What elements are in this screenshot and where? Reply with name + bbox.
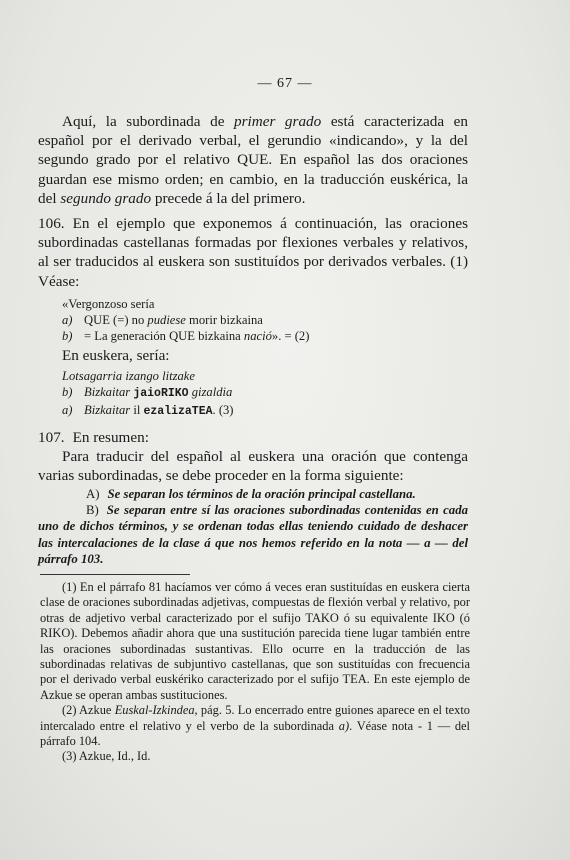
basque-example-line-b [62, 384, 462, 402]
rule-a-text: Se separan los términos de la oración principal castellana. [107, 487, 416, 501]
intro-text-1: Aquí, la subordinada de [62, 113, 235, 130]
rules-list [38, 486, 468, 567]
paragraph-107 [38, 428, 468, 486]
euskera-intro: En euskera, sería: [62, 347, 170, 364]
line-b-text-2: ». = (2) [271, 329, 310, 343]
basque-a-word: Bizkaitar [84, 403, 131, 417]
paragraph-106 [38, 214, 468, 291]
intro-emphasis-2: segundo grado [60, 189, 152, 207]
basque-example [62, 368, 462, 420]
line-a-text-1: QUE (=) no [84, 313, 148, 327]
spanish-example-line-b [62, 328, 462, 344]
label-a: a) [62, 313, 73, 327]
paragraph-107-heading: En resumen: [72, 429, 149, 446]
paragraph-107-number: 107. [38, 429, 65, 446]
paragraph-107-text: Para traducir del español al euskera una oración que contenga varias subordinadas, se debe proceder en la forma siguiente: [38, 448, 468, 485]
paragraph-106-number: 106. [38, 215, 65, 232]
intro-text-2: está caracterizada en español por el derivado verbal, el gerundio «indicando», y la del segundo grado por el relativo QUE. En español las dos oraciones guardan ese mismo orden; en cambio, en la traducción euskérica, la del [38, 113, 468, 207]
basque-b-word: Bizkaitar [84, 385, 131, 399]
footnote-2-text-1: (2) Azkue [62, 703, 115, 718]
basque-example-line-a [62, 402, 462, 420]
rule-b-label: B) [86, 503, 99, 518]
label-b: b) [62, 329, 73, 343]
basque-b-bold-word: jaioRIKO [133, 387, 189, 400]
footnote-2-text-2: , pág. 5. Lo encerrado entre guiones aparece en el texto intercalado entre el relativo y el verbo de la subordinada [40, 703, 471, 733]
basque-label-b: b) [62, 385, 73, 399]
line-a-text-2: morir bizkaina [185, 313, 263, 327]
intro-text-3: precede á la del primero. [151, 189, 306, 207]
rule-a-label: A) [86, 487, 100, 501]
footnote-2-emphasis: a) [338, 718, 350, 733]
footnote-3: (3) Azkue, Id., Id. [62, 749, 151, 764]
basque-a-text-2: . (3) [212, 403, 234, 417]
basque-example-line-1: Lotsagarria izango litzake [62, 369, 195, 383]
basque-b-word-2: gizaldia [191, 385, 233, 399]
footnote-divider [40, 574, 190, 575]
page-number: — 67 — [257, 76, 313, 91]
intro-emphasis-1: primer grado [234, 113, 322, 130]
basque-label-a: a) [62, 403, 73, 417]
footnotes [40, 580, 470, 765]
basque-a-text: il [133, 403, 141, 417]
footnote-2-title: Euskal-Izkindea [114, 703, 195, 718]
line-a-emphasis: pudiese [147, 313, 186, 327]
basque-a-bold-word: ezalizaTEA [143, 405, 213, 418]
rule-b-text: Se separan entre sí las oraciones subordinadas contenidas en cada uno de dichos términos, y se ordenan todas ellas teniendo cuidado de deshacer las intercalaciones de la clase á que nos hemos referido en la nota — a — del párrafo 103. [38, 503, 468, 566]
spanish-example-title: «Vergonzoso sería [62, 297, 155, 311]
footnote-2 [40, 703, 470, 749]
footnote-2-text-3: . Véase nota - 1 — del párrafo 104. [40, 718, 470, 749]
spanish-example [62, 296, 462, 344]
spanish-example-line-a [62, 312, 462, 328]
line-b-emphasis: nació [243, 329, 272, 343]
intro-paragraph [38, 112, 468, 208]
paragraph-106-text: En el ejemplo que exponemos á continuación, las oraciones subordinadas castellanas formadas por flexiones verbales y relativos, al ser traducidos al euskera son sustituídos por derivados verbales. (1) Véase: [38, 215, 468, 290]
line-b-text-1: = La generación QUE bizkaina [84, 329, 244, 343]
footnote-1: (1) En el párrafo 81 hacíamos ver cómo á veces eran sustituídas en euskera cierta clase de oraciones subordinadas adjetivas, compuestas de flexión verbal y relativo, por otras de adjetivo verbal caracterizado por el sufijo TAKO ó su equivalente IKO (ó RIKO). Debemos añadir ahora que una sustitución parecida tiene lugar también entre las oraciones subordinadas sustantivas. Ello ocurre en la traducción de las subordinadas relativas de subjuntivo castellanas, que son sustituídas con frecuencia por el derivado verbal euskériko caracterizado por el sufijo TEA. En este ejemplo de Azkue se operan ambas sustituciones. [40, 580, 470, 702]
